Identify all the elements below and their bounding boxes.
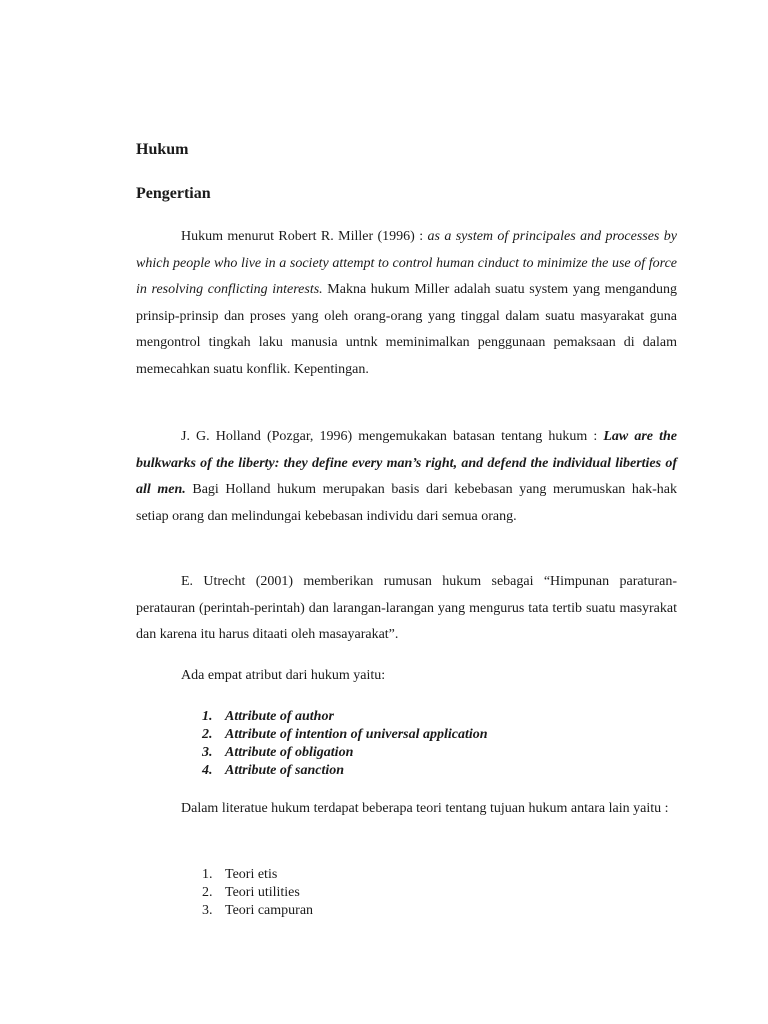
list-item <box>202 744 488 762</box>
paragraph-holland-lead: J. G. Holland (Pozgar, 1996) mengemukakan batasan tentang hukum : <box>181 429 604 444</box>
theories-list <box>202 866 313 920</box>
list-item <box>202 902 313 920</box>
list-item-number: 2. <box>202 885 213 900</box>
list-item-text: Attribute of author <box>225 709 334 724</box>
paragraph-utrecht <box>136 569 677 649</box>
list-item-number: 3. <box>202 903 213 918</box>
list-item <box>202 866 313 884</box>
list-item <box>202 762 488 780</box>
paragraph-miller <box>136 224 677 383</box>
attributes-intro: Ada empat atribut dari hukum yaitu: <box>181 668 386 683</box>
paragraph-holland-quote: Law are the bulkwarks of the liberty: they define every man’s right, and defend the individual liberties of all men. <box>136 429 677 497</box>
list-item-text: Attribute of obligation <box>225 745 354 760</box>
list-item-number: 4. <box>202 763 213 778</box>
list-item-text: Attribute of intention of universal application <box>225 727 488 742</box>
list-item-number: 3. <box>202 745 213 760</box>
paragraph-holland <box>136 424 677 530</box>
paragraph-literature-text: Dalam literatue hukum terdapat beberapa teori tentang tujuan hukum antara lain yaitu : <box>181 801 669 816</box>
list-item <box>202 884 313 902</box>
list-item-number: 1. <box>202 709 213 724</box>
paragraph-miller-lead: Hukum menurut Robert R. Miller (1996) : <box>181 229 428 244</box>
list-item-text: Teori etis <box>225 867 278 882</box>
paragraph-literature <box>136 796 677 823</box>
paragraph-miller-rest: Makna hukum Miller adalah suatu system yang mengandung prinsip-prinsip dan proses yang oleh orang-orang yang tinggal dalam suatu masyarakat guna mengontrol tingkah laku manusia untnk meminimalkan penggunaan pemaksaan di dalam memecahkan suatu konflik. Kepentingan. <box>136 282 677 377</box>
list-item-number: 1. <box>202 867 213 882</box>
attributes-list <box>202 708 488 780</box>
paragraph-miller-quote: as a system of principales and processes by which people who live in a society attempt to control human cinduct to minimize the use of force in resolving conflicting interests. <box>136 229 677 297</box>
paragraph-holland-rest: Bagi Holland hukum merupakan basis dari kebebasan yang merumuskan hak-hak setiap orang dan melindungai kebebasan individu dari semua orang. <box>136 482 677 524</box>
list-item-text: Teori utilities <box>225 885 300 900</box>
heading: Hukum <box>136 141 189 158</box>
subheading: Pengertian <box>136 185 211 202</box>
list-item-text: Teori campuran <box>225 903 314 918</box>
list-item-text: Attribute of sanction <box>225 763 345 778</box>
list-item-number: 2. <box>202 727 213 742</box>
list-item <box>202 708 488 726</box>
paragraph-utrecht-text: E. Utrecht (2001) memberikan rumusan hukum sebagai “Himpunan paraturan-peratauran (perintah-perintah) dan larangan-larangan yang mengurus tata tertib suatu masyrakat dan karena itu harus ditaati oleh masayarakat”. <box>136 574 677 642</box>
list-item <box>202 726 488 744</box>
